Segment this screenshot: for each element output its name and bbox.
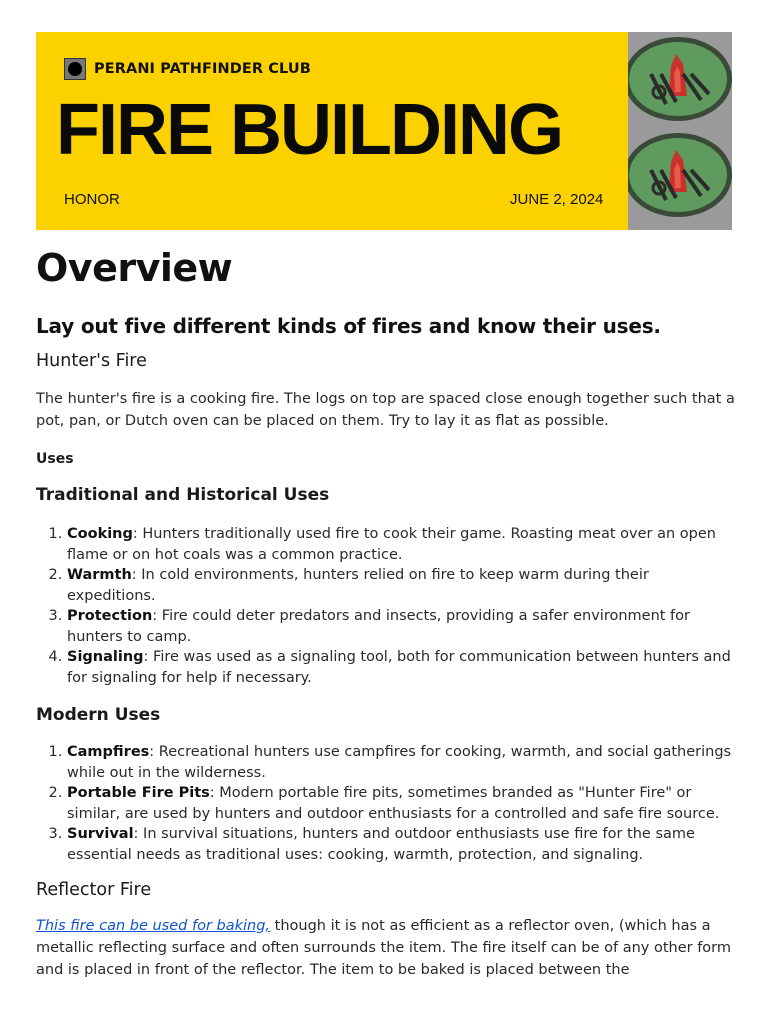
list-item — [67, 742, 736, 783]
list-item-term: Cooking — [67, 526, 133, 542]
list-item — [67, 524, 736, 565]
page-title: FIRE BUILDING — [56, 90, 562, 170]
list-item-text: : Fire could deter predators and insects, providing a safer environment for hunters to camp. — [67, 608, 690, 645]
traditional-uses-list — [67, 524, 736, 688]
list-item-term: Signaling — [67, 649, 144, 665]
document-content — [36, 244, 736, 981]
header-banner — [36, 32, 732, 230]
hunters-fire-description: The hunter's fire is a cooking fire. The logs on top are spaced close enough together such that a pot, pan, or Dutch oven can be placed on them. Try to lay it as flat as possible. — [36, 391, 735, 429]
list-item-term: Survival — [67, 826, 134, 842]
date-label: JUNE 2, 2024 — [510, 191, 604, 208]
list-item-term: Protection — [67, 608, 153, 624]
list-item-term: Portable Fire Pits — [67, 785, 210, 801]
list-item — [67, 783, 736, 824]
baking-link[interactable]: This fire can be used for baking, — [36, 918, 271, 934]
honor-label: HONOR — [64, 191, 120, 208]
overview-heading: Overview — [36, 246, 233, 290]
list-item-text: : Modern portable fire pits, sometimes branded as "Hunter Fire" or similar, are used by hunters and outdoor enthusiasts for a controlled and safe fire source. — [67, 785, 720, 822]
reflector-fire-text: though it is not as efficient as a reflector oven, (which has a metallic reflecting surface and often surrounds the item. The fire itself can be of any other form and is placed in front of the reflector. The item to be baked is placed between the — [36, 918, 732, 978]
club-name: PERANI PATHFINDER CLUB — [94, 61, 311, 77]
list-item-text: : Recreational hunters use campfires for cooking, warmth, and social gatherings while out in the wilderness. — [67, 744, 732, 781]
list-item-text: : In cold environments, hunters relied on fire to keep warm during their expeditions. — [67, 567, 649, 604]
list-item — [67, 606, 736, 647]
traditional-uses-heading: Traditional and Historical Uses — [36, 485, 330, 505]
list-item — [67, 824, 736, 865]
subheading: Lay out five different kinds of fires and know their uses. — [36, 314, 661, 338]
list-item-text: : Fire was used as a signaling tool, both for communication between hunters and for signaling for help if necessary. — [67, 649, 731, 686]
uses-label: Uses — [36, 451, 74, 467]
badge-panel — [628, 32, 732, 230]
list-item — [67, 647, 736, 688]
modern-uses-heading: Modern Uses — [36, 705, 161, 725]
reflector-fire-heading: Reflector Fire — [36, 880, 152, 900]
modern-uses-list — [67, 742, 736, 865]
list-item-text: : Hunters traditionally used fire to cook their game. Roasting meat over an open flame or on hot coals was a common practice. — [67, 526, 716, 563]
club-header — [64, 58, 311, 80]
list-item-term: Warmth — [67, 567, 132, 583]
list-item-text: : In survival situations, hunters and outdoor enthusiasts use fire for the same essential needs as traditional uses: cooking, warmth, protection, and signaling. — [67, 826, 695, 863]
hunters-fire-heading: Hunter's Fire — [36, 351, 147, 371]
fire-building-honor-badge-icon — [628, 130, 732, 220]
list-item-term: Campfires — [67, 744, 150, 760]
club-logo-icon — [64, 58, 86, 80]
reflector-fire-description — [36, 915, 736, 981]
fire-building-honor-badge-icon — [628, 34, 732, 124]
list-item — [67, 565, 736, 606]
